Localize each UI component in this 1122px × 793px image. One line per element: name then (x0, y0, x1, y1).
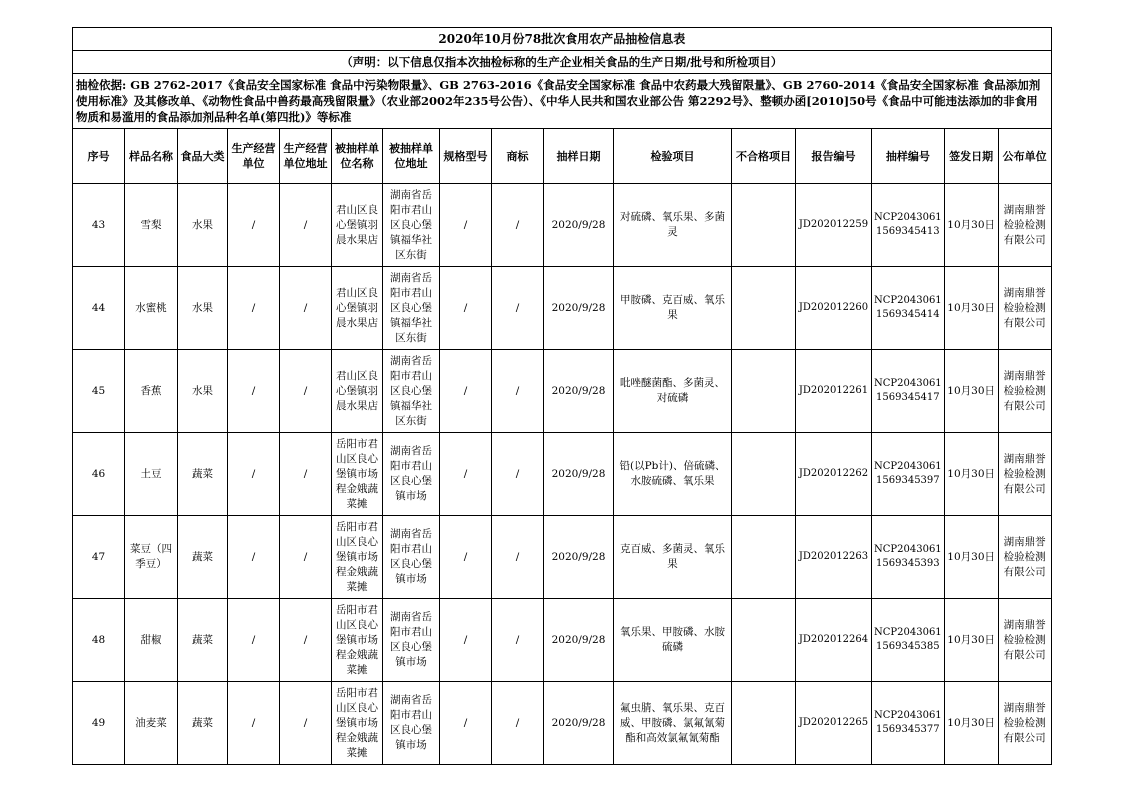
publishing-unit: 湖南鼎誉检验检测有限公司 (998, 433, 1051, 516)
report-number: JD202012264 (796, 599, 872, 682)
header-cell: 检验项目 (614, 129, 732, 184)
header-cell: 签发日期 (944, 129, 998, 184)
issue-date: 10月30日 (944, 267, 998, 350)
sampling-date: 2020/9/28 (544, 184, 614, 267)
header-row (73, 129, 1052, 184)
sample-name: 菜豆（四季豆） (125, 516, 178, 599)
table-row (73, 599, 1052, 682)
table-title: 2020年10月份78批次食用农产品抽检信息表 (73, 28, 1052, 51)
brand: / (492, 267, 544, 350)
table-row (73, 433, 1052, 516)
producer: / (228, 599, 280, 682)
sampled-address: 湖南省岳阳市君山区良心堡镇市场 (383, 599, 440, 682)
header-cell: 报告编号 (796, 129, 872, 184)
row-number: 45 (73, 350, 125, 433)
test-items: 对硫磷、氧乐果、多菌灵 (614, 184, 732, 267)
row-number: 43 (73, 184, 125, 267)
producer-address: / (280, 682, 332, 765)
producer: / (228, 682, 280, 765)
header-cell: 食品大类 (178, 129, 228, 184)
sample-name: 甜椒 (125, 599, 178, 682)
publishing-unit: 湖南鼎誉检验检测有限公司 (998, 267, 1051, 350)
sampled-unit: 岳阳市君山区良心堡镇市场程金娥蔬菜摊 (332, 682, 383, 765)
brand: / (492, 350, 544, 433)
food-category: 水果 (178, 184, 228, 267)
sample-number: NCP2043061 1569345417 (872, 350, 945, 433)
table-row (73, 516, 1052, 599)
spec-model: / (440, 599, 492, 682)
sampling-date: 2020/9/28 (544, 516, 614, 599)
sampled-address: 湖南省岳阳市君山区良心堡镇市场 (383, 516, 440, 599)
header-cell: 抽样日期 (544, 129, 614, 184)
table-row (73, 184, 1052, 267)
test-items: 克百威、多菌灵、氧乐果 (614, 516, 732, 599)
unqualified-items (732, 350, 796, 433)
publishing-unit: 湖南鼎誉检验检测有限公司 (998, 184, 1051, 267)
sample-number: NCP2043061 1569345397 (872, 433, 945, 516)
issue-date: 10月30日 (944, 433, 998, 516)
producer-address: / (280, 433, 332, 516)
food-category: 水果 (178, 350, 228, 433)
unqualified-items (732, 433, 796, 516)
producer-address: / (280, 599, 332, 682)
producer: / (228, 516, 280, 599)
sampling-date: 2020/9/28 (544, 682, 614, 765)
producer: / (228, 184, 280, 267)
sampling-date: 2020/9/28 (544, 350, 614, 433)
header-cell: 公布单位 (998, 129, 1051, 184)
sample-number: NCP2043061 1569345377 (872, 682, 945, 765)
sample-number: NCP2043061 1569345385 (872, 599, 945, 682)
test-items: 氧乐果、甲胺磷、水胺硫磷 (614, 599, 732, 682)
spec-model: / (440, 433, 492, 516)
sampled-unit: 君山区良心堡镇羽晨水果店 (332, 267, 383, 350)
sample-name: 油麦菜 (125, 682, 178, 765)
table-row (73, 267, 1052, 350)
sample-number: NCP2043061 1569345413 (872, 184, 945, 267)
report-number: JD202012265 (796, 682, 872, 765)
report-number: JD202012261 (796, 350, 872, 433)
sampled-address: 湖南省岳阳市君山区良心堡镇福华社区东街 (383, 350, 440, 433)
inspection-table (72, 27, 1052, 765)
sample-number: NCP2043061 1569345414 (872, 267, 945, 350)
producer-address: / (280, 267, 332, 350)
spec-model: / (440, 682, 492, 765)
sampled-address: 湖南省岳阳市君山区良心堡镇市场 (383, 682, 440, 765)
table-row (73, 350, 1052, 433)
sampled-unit: 岳阳市君山区良心堡镇市场程金娥蔬菜摊 (332, 516, 383, 599)
row-number: 44 (73, 267, 125, 350)
header-cell: 抽样编号 (872, 129, 945, 184)
sampling-date: 2020/9/28 (544, 267, 614, 350)
table-row (73, 682, 1052, 765)
spec-model: / (440, 350, 492, 433)
food-category: 蔬菜 (178, 516, 228, 599)
test-items: 铅(以Pb计)、倍硫磷、水胺硫磷、氧乐果 (614, 433, 732, 516)
issue-date: 10月30日 (944, 516, 998, 599)
header-cell: 规格型号 (440, 129, 492, 184)
issue-date: 10月30日 (944, 682, 998, 765)
brand: / (492, 516, 544, 599)
report-number: JD202012263 (796, 516, 872, 599)
food-category: 水果 (178, 267, 228, 350)
test-items: 甲胺磷、克百威、氧乐果 (614, 267, 732, 350)
issue-date: 10月30日 (944, 599, 998, 682)
report-number: JD202012262 (796, 433, 872, 516)
unqualified-items (732, 516, 796, 599)
header-cell: 不合格项目 (732, 129, 796, 184)
inspection-basis: 抽检依据: GB 2762-2017《食品安全国家标准 食品中污染物限量》、GB 2763-2016《食品安全国家标准 食品中农药最大残留限量》、GB 2760-2014《食品安全国家标准 食品添加剂使用标准》及其修改单、《动物性食品中兽药最高残留限量》（农业部2002年235号公告）、《中华人民共和国农业部公告 第2292号》、整顿办函[2010]50号《食品中可能违法添加的非食用物质和易滥用的食品添加剂品种名单(第四批)》等标准 (73, 74, 1052, 129)
sample-number: NCP2043061 1569345393 (872, 516, 945, 599)
publishing-unit: 湖南鼎誉检验检测有限公司 (998, 599, 1051, 682)
publishing-unit: 湖南鼎誉检验检测有限公司 (998, 350, 1051, 433)
sampled-unit: 岳阳市君山区良心堡镇市场程金娥蔬菜摊 (332, 433, 383, 516)
row-number: 47 (73, 516, 125, 599)
sample-name: 水蜜桃 (125, 267, 178, 350)
producer: / (228, 350, 280, 433)
row-number: 46 (73, 433, 125, 516)
report-number: JD202012259 (796, 184, 872, 267)
header-cell: 生产经营单位地址 (280, 129, 332, 184)
header-cell: 样品名称 (125, 129, 178, 184)
producer: / (228, 267, 280, 350)
publishing-unit: 湖南鼎誉检验检测有限公司 (998, 516, 1051, 599)
test-items: 氟虫腈、氧乐果、克百威、甲胺磷、氯氟氰菊酯和高效氯氟氰菊酯 (614, 682, 732, 765)
spec-model: / (440, 267, 492, 350)
header-cell: 生产经营单位 (228, 129, 280, 184)
declaration: （声明：以下信息仅指本次抽检标称的生产企业相关食品的生产日期/批号和所检项目） (73, 51, 1052, 74)
producer-address: / (280, 350, 332, 433)
food-category: 蔬菜 (178, 599, 228, 682)
producer: / (228, 433, 280, 516)
header-cell: 商标 (492, 129, 544, 184)
producer-address: / (280, 516, 332, 599)
report-number: JD202012260 (796, 267, 872, 350)
sampled-address: 湖南省岳阳市君山区良心堡镇福华社区东街 (383, 184, 440, 267)
sample-name: 香蕉 (125, 350, 178, 433)
brand: / (492, 184, 544, 267)
sampled-unit: 君山区良心堡镇羽晨水果店 (332, 350, 383, 433)
header-cell: 被抽样单位名称 (332, 129, 383, 184)
issue-date: 10月30日 (944, 350, 998, 433)
brand: / (492, 599, 544, 682)
sampling-date: 2020/9/28 (544, 433, 614, 516)
brand: / (492, 433, 544, 516)
unqualified-items (732, 267, 796, 350)
sampled-unit: 君山区良心堡镇羽晨水果店 (332, 184, 383, 267)
row-number: 48 (73, 599, 125, 682)
sampling-date: 2020/9/28 (544, 599, 614, 682)
food-category: 蔬菜 (178, 433, 228, 516)
header-cell: 序号 (73, 129, 125, 184)
sampled-unit: 岳阳市君山区良心堡镇市场程金娥蔬菜摊 (332, 599, 383, 682)
brand: / (492, 682, 544, 765)
test-items: 吡唑醚菌酯、多菌灵、对硫磷 (614, 350, 732, 433)
spec-model: / (440, 516, 492, 599)
producer-address: / (280, 184, 332, 267)
sample-name: 土豆 (125, 433, 178, 516)
unqualified-items (732, 682, 796, 765)
sample-name: 雪梨 (125, 184, 178, 267)
unqualified-items (732, 599, 796, 682)
spec-model: / (440, 184, 492, 267)
row-number: 49 (73, 682, 125, 765)
issue-date: 10月30日 (944, 184, 998, 267)
sampled-address: 湖南省岳阳市君山区良心堡镇福华社区东街 (383, 267, 440, 350)
food-category: 蔬菜 (178, 682, 228, 765)
sampled-address: 湖南省岳阳市君山区良心堡镇市场 (383, 433, 440, 516)
header-cell: 被抽样单位地址 (383, 129, 440, 184)
publishing-unit: 湖南鼎誉检验检测有限公司 (998, 682, 1051, 765)
unqualified-items (732, 184, 796, 267)
